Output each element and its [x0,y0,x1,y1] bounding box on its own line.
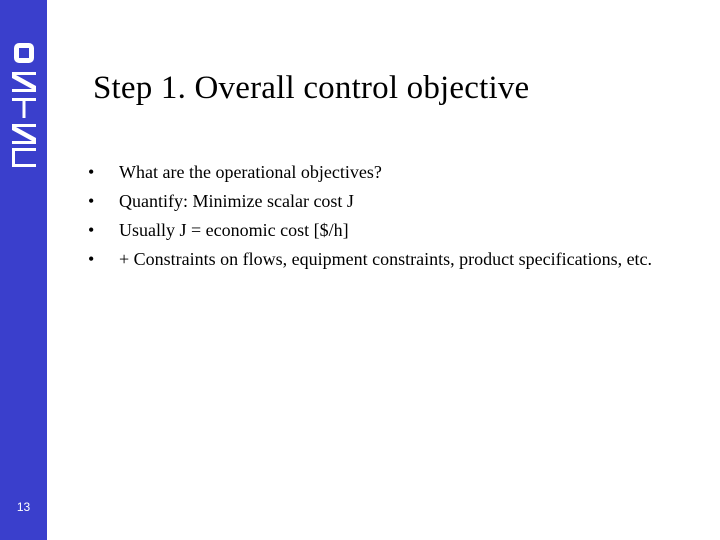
bullet-icon: • [88,191,95,211]
bullet-item [88,189,698,214]
bullet-icon: • [88,220,95,240]
bullet-item [88,247,698,272]
bullet-text: What are the operational objectives? [119,162,382,182]
bullet-text: Quantify: Minimize scalar cost J [119,191,354,211]
bullet-item [88,218,698,243]
slide-title: Step 1. Overall control objective [93,70,530,106]
bullet-text: Usually J = economic cost [$/h] [119,220,349,240]
sidebar [0,0,47,540]
slide-number: 13 [16,500,31,514]
bullet-list [88,160,698,276]
ntnu-logo [8,40,40,170]
bullet-icon: • [88,249,95,269]
bullet-icon: • [88,162,95,182]
bullet-item [88,160,698,185]
bullet-text: + Constraints on flows, equipment constraints, product specifications, etc. [119,249,653,269]
